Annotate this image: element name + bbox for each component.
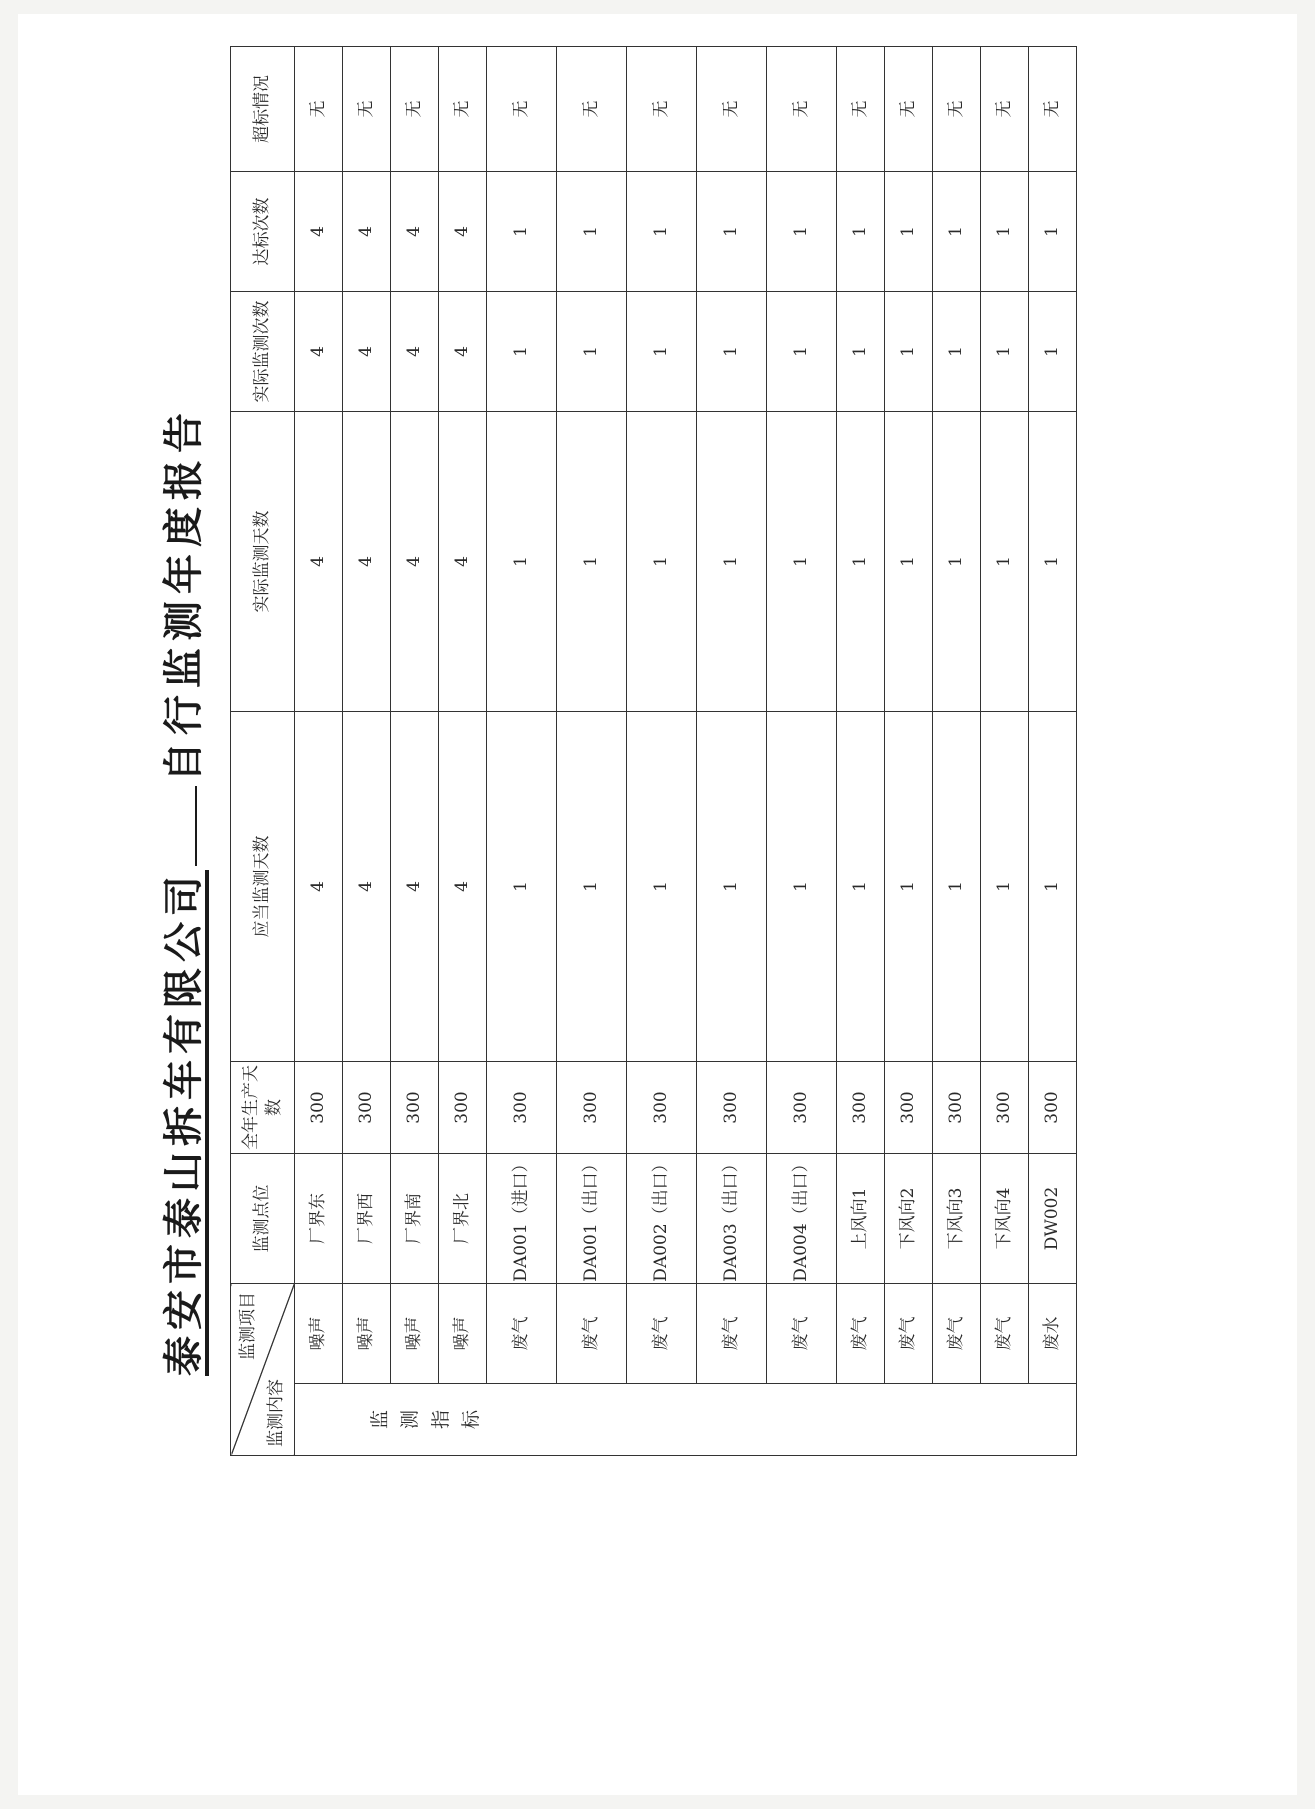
header-location: 监测点位 — [231, 1154, 295, 1284]
header-actual-count: 实际监测次数 — [231, 292, 295, 412]
cell-item: 噪声 — [391, 1284, 439, 1384]
cell-actual-count: 4 — [295, 292, 343, 412]
cell-exceed-status: 无 — [557, 47, 627, 172]
report-title — [152, 76, 212, 1436]
cell-compliant-count: 1 — [487, 172, 557, 292]
cell-actual-count: 1 — [767, 292, 837, 412]
cell-location: DA001（进口） — [487, 1154, 557, 1284]
table-row — [933, 47, 981, 1456]
table-row — [767, 47, 837, 1456]
cell-actual-count: 1 — [933, 292, 981, 412]
cell-item: 废气 — [557, 1284, 627, 1384]
side-label-char: 指 — [429, 1410, 452, 1430]
cell-compliant-count: 1 — [837, 172, 885, 292]
table-row — [1029, 47, 1077, 1456]
cell-item: 废气 — [487, 1284, 557, 1384]
table-row — [885, 47, 933, 1456]
cell-required-days: 1 — [837, 712, 885, 1062]
cell-compliant-count: 1 — [557, 172, 627, 292]
cell-actual-count: 1 — [697, 292, 767, 412]
cell-exceed-status: 无 — [837, 47, 885, 172]
scanned-page — [18, 14, 1297, 1795]
cell-item: 废水 — [1029, 1284, 1077, 1384]
cell-compliant-count: 1 — [933, 172, 981, 292]
cell-actual-days: 4 — [391, 412, 439, 712]
report-name: 自行监测年度报告 — [161, 406, 207, 782]
table-body — [295, 47, 1077, 1456]
cell-actual-count: 1 — [981, 292, 1029, 412]
company-name: 泰安市泰山拆车有限公司 — [161, 870, 207, 1376]
cell-actual-days: 1 — [487, 412, 557, 712]
cell-production-days: 300 — [885, 1062, 933, 1154]
cell-actual-days: 1 — [1029, 412, 1077, 712]
cell-exceed-status: 无 — [439, 47, 487, 172]
cell-location: DW002 — [1029, 1154, 1077, 1284]
cell-actual-days: 1 — [885, 412, 933, 712]
cell-item: 废气 — [697, 1284, 767, 1384]
diagonal-header-cell — [231, 1284, 295, 1456]
cell-actual-count: 1 — [557, 292, 627, 412]
header-item: 监测项目 — [238, 1292, 258, 1360]
header-compliant-count: 达标次数 — [231, 172, 295, 292]
cell-exceed-status: 无 — [627, 47, 697, 172]
cell-production-days: 300 — [767, 1062, 837, 1154]
cell-production-days: 300 — [343, 1062, 391, 1154]
cell-location: 厂界西 — [343, 1154, 391, 1284]
cell-production-days: 300 — [391, 1062, 439, 1154]
header-production-days: 全年生产天数 — [231, 1062, 295, 1154]
table-row — [391, 47, 439, 1456]
cell-production-days: 300 — [627, 1062, 697, 1154]
cell-item: 废气 — [981, 1284, 1029, 1384]
cell-exceed-status: 无 — [767, 47, 837, 172]
cell-location: 厂界北 — [439, 1154, 487, 1284]
cell-compliant-count: 1 — [981, 172, 1029, 292]
cell-required-days: 4 — [343, 712, 391, 1062]
cell-exceed-status: 无 — [933, 47, 981, 172]
cell-exceed-status: 无 — [487, 47, 557, 172]
cell-location: 下风向4 — [981, 1154, 1029, 1284]
cell-compliant-count: 4 — [295, 172, 343, 292]
cell-required-days: 1 — [557, 712, 627, 1062]
cell-item: 废气 — [885, 1284, 933, 1384]
table-row — [487, 47, 557, 1456]
table-row — [981, 47, 1029, 1456]
cell-compliant-count: 1 — [627, 172, 697, 292]
cell-required-days: 1 — [697, 712, 767, 1062]
side-label-cell — [295, 1384, 1077, 1456]
table-row — [439, 47, 487, 1456]
header-actual-days: 实际监测天数 — [231, 412, 295, 712]
cell-item: 废气 — [837, 1284, 885, 1384]
cell-production-days: 300 — [933, 1062, 981, 1154]
cell-actual-days: 4 — [295, 412, 343, 712]
cell-required-days: 1 — [933, 712, 981, 1062]
cell-item: 废气 — [767, 1284, 837, 1384]
rotated-content — [150, 16, 1315, 1476]
cell-actual-days: 1 — [767, 412, 837, 712]
cell-production-days: 300 — [295, 1062, 343, 1154]
cell-location: DA002（出口） — [627, 1154, 697, 1284]
cell-actual-days: 1 — [697, 412, 767, 712]
cell-actual-days: 1 — [837, 412, 885, 712]
cell-production-days: 300 — [837, 1062, 885, 1154]
cell-actual-count: 4 — [343, 292, 391, 412]
table-row — [837, 47, 885, 1456]
cell-actual-count: 1 — [1029, 292, 1077, 412]
cell-item: 噪声 — [295, 1284, 343, 1384]
cell-compliant-count: 1 — [1029, 172, 1077, 292]
cell-actual-count: 1 — [837, 292, 885, 412]
cell-actual-days: 1 — [981, 412, 1029, 712]
cell-production-days: 300 — [439, 1062, 487, 1154]
cell-exceed-status: 无 — [1029, 47, 1077, 172]
cell-required-days: 1 — [767, 712, 837, 1062]
cell-required-days: 1 — [627, 712, 697, 1062]
cell-compliant-count: 1 — [885, 172, 933, 292]
cell-required-days: 1 — [885, 712, 933, 1062]
cell-exceed-status: 无 — [981, 47, 1029, 172]
cell-required-days: 4 — [391, 712, 439, 1062]
cell-exceed-status: 无 — [697, 47, 767, 172]
cell-exceed-status: 无 — [295, 47, 343, 172]
side-label-char: 标 — [460, 1410, 483, 1430]
cell-location: 下风向3 — [933, 1154, 981, 1284]
cell-production-days: 300 — [697, 1062, 767, 1154]
monitoring-table — [230, 46, 1077, 1456]
title-blank-line — [195, 786, 197, 866]
cell-item: 噪声 — [343, 1284, 391, 1384]
table-row — [343, 47, 391, 1456]
cell-location: 厂界东 — [295, 1154, 343, 1284]
cell-item: 废气 — [933, 1284, 981, 1384]
cell-location: DA003（出口） — [697, 1154, 767, 1284]
cell-compliant-count: 4 — [439, 172, 487, 292]
cell-compliant-count: 1 — [767, 172, 837, 292]
table-row — [627, 47, 697, 1456]
cell-actual-days: 4 — [439, 412, 487, 712]
cell-item: 噪声 — [439, 1284, 487, 1384]
cell-compliant-count: 4 — [343, 172, 391, 292]
cell-actual-days: 1 — [933, 412, 981, 712]
side-label-char: 监 — [369, 1410, 391, 1430]
cell-location: 下风向2 — [885, 1154, 933, 1284]
cell-production-days: 300 — [557, 1062, 627, 1154]
cell-location: DA001（出口） — [557, 1154, 627, 1284]
cell-production-days: 300 — [981, 1062, 1029, 1154]
cell-actual-count: 4 — [391, 292, 439, 412]
cell-exceed-status: 无 — [885, 47, 933, 172]
header-exceed-status: 超标情况 — [231, 47, 295, 172]
cell-actual-days: 1 — [557, 412, 627, 712]
table-row — [697, 47, 767, 1456]
cell-exceed-status: 无 — [391, 47, 439, 172]
header-content: 监测内容 — [266, 1379, 287, 1447]
cell-location: 上风向1 — [837, 1154, 885, 1284]
table-header-row — [231, 47, 295, 1456]
cell-production-days: 300 — [487, 1062, 557, 1154]
cell-item: 废气 — [627, 1284, 697, 1384]
cell-location: DA004（出口） — [767, 1154, 837, 1284]
cell-actual-count: 1 — [885, 292, 933, 412]
cell-compliant-count: 4 — [391, 172, 439, 292]
cell-production-days: 300 — [1029, 1062, 1077, 1154]
cell-required-days: 1 — [487, 712, 557, 1062]
cell-required-days: 4 — [439, 712, 487, 1062]
cell-required-days: 1 — [1029, 712, 1077, 1062]
cell-exceed-status: 无 — [343, 47, 391, 172]
header-required-days: 应当监测天数 — [231, 712, 295, 1062]
table-row — [295, 47, 343, 1456]
cell-location: 厂界南 — [391, 1154, 439, 1284]
side-label-char: 测 — [399, 1410, 422, 1430]
cell-required-days: 1 — [981, 712, 1029, 1062]
cell-compliant-count: 1 — [697, 172, 767, 292]
cell-actual-days: 1 — [627, 412, 697, 712]
cell-actual-count: 4 — [439, 292, 487, 412]
cell-actual-count: 1 — [487, 292, 557, 412]
cell-actual-count: 1 — [627, 292, 697, 412]
table-row — [557, 47, 627, 1456]
cell-required-days: 4 — [295, 712, 343, 1062]
cell-actual-days: 4 — [343, 412, 391, 712]
